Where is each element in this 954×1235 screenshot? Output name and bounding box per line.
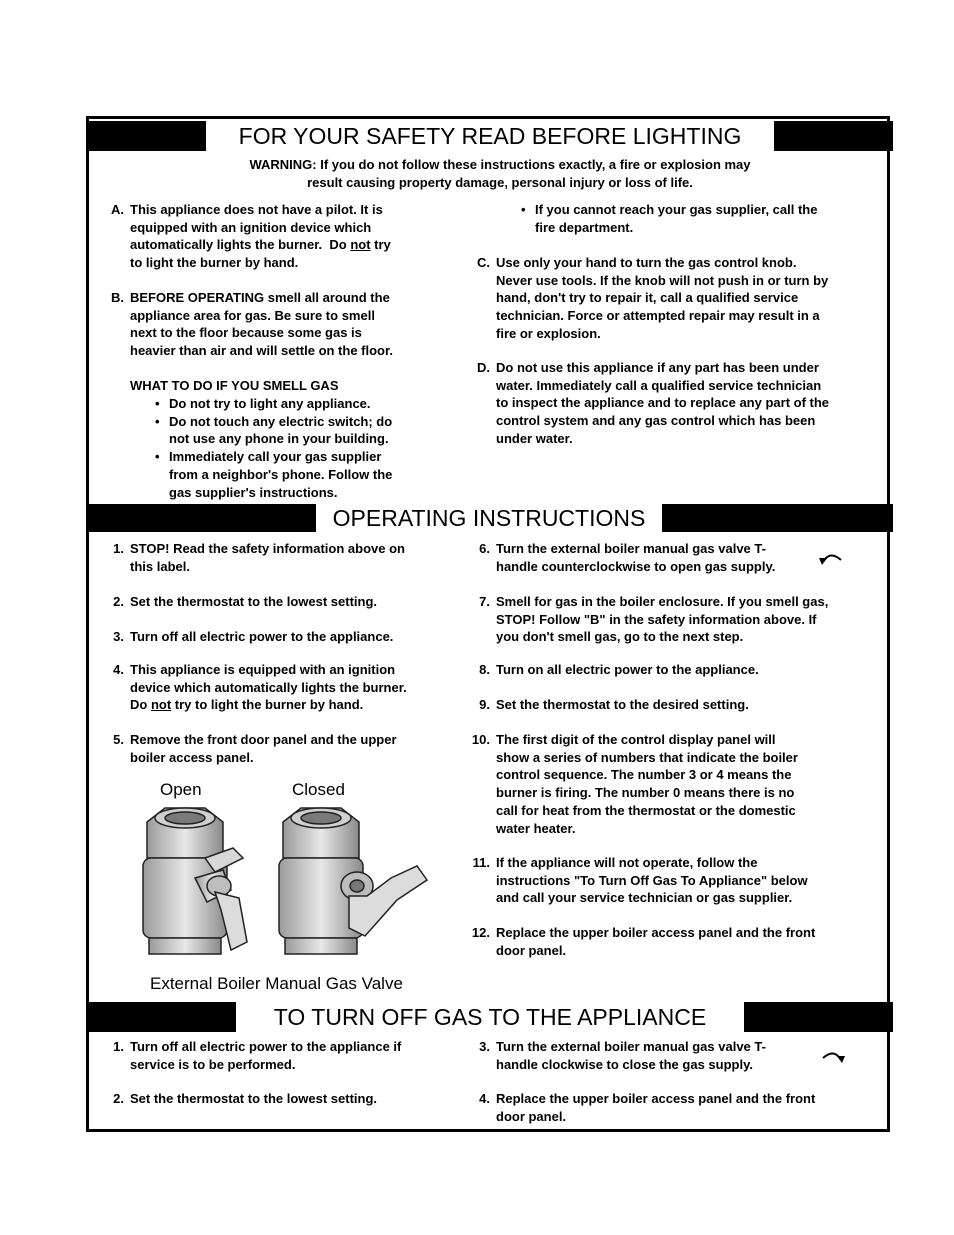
text-line: STOP! Read the safety information above on [130, 541, 405, 556]
text-line: to inspect the appliance and to replace any part of the [496, 395, 830, 411]
item-label-c: C. [477, 255, 490, 270]
text-span: try to light the burner by hand. [171, 697, 364, 713]
list-item-continued: fire department. [535, 219, 634, 235]
operating-step-9: Set the thermostat to the desired setting. [496, 697, 749, 712]
list-item: • Immediately call your gas supplier [169, 448, 392, 466]
step-number: 6. [479, 541, 490, 556]
text-span: try [370, 237, 391, 253]
text-line: water heater. [496, 820, 576, 836]
step-number: 4. [479, 1091, 490, 1106]
item-c-text [496, 254, 828, 343]
safety-title: FOR YOUR SAFETY READ BEFORE LIGHTING [206, 121, 774, 151]
item-label-d: D. [477, 360, 490, 375]
counterclockwise-arrow-icon [818, 548, 846, 566]
operating-step-7 [496, 593, 828, 646]
text-line: door panel. [496, 942, 567, 958]
item-b-text [130, 289, 393, 360]
step-number: 7. [479, 594, 490, 609]
text-span: Do [130, 697, 151, 713]
step-number: 3. [113, 629, 124, 644]
warning-line: result causing property damage, personal injury or loss of life. [307, 174, 693, 190]
operating-step-5 [130, 731, 397, 766]
text-line: STOP! Follow "B" in the safety information above. If [496, 611, 817, 627]
step-number: 1. [113, 541, 124, 556]
text-line: you don't smell gas, go to the next step. [496, 629, 744, 645]
list-item: • If you cannot reach your gas supplier, call the [535, 201, 817, 219]
list-item: • Do not try to light any appliance. [169, 395, 392, 413]
valve-open-label: Open [160, 780, 202, 799]
step-number: 5. [113, 732, 124, 747]
text-line: show a series of numbers that indicate the boiler [496, 749, 798, 765]
smell-gas-list [169, 395, 392, 501]
text-line: Do not use this appliance if any part has been under [496, 360, 819, 375]
underlined-word: not [350, 237, 371, 253]
gas-valve-illustration [135, 800, 435, 970]
text-span: automatically lights the burner. Do [130, 237, 351, 253]
text-line: instructions "To Turn Off Gas To Appliance" below [496, 872, 808, 888]
text-line: under water. [496, 430, 573, 446]
warning-line: WARNING: If you do not follow these instructions exactly, a fire or explosion may [249, 157, 751, 172]
operating-step-11 [496, 854, 808, 907]
text-line: door panel. [496, 1108, 567, 1124]
text-line: burner is firing. The number 0 means there is no [496, 785, 795, 801]
text-line: appliance area for gas. Be sure to smell [130, 307, 375, 323]
item-label-b: B. [111, 290, 124, 305]
clockwise-arrow-icon [818, 1046, 846, 1064]
text-line: Turn off all electric power to the appliance if [130, 1039, 402, 1054]
step-number: 8. [479, 662, 490, 677]
valve-closed-label: Closed [292, 780, 345, 799]
operating-step-12 [496, 924, 815, 959]
text-line: device which automatically lights the burner. [130, 679, 407, 695]
operating-title: OPERATING INSTRUCTIONS [316, 504, 662, 532]
text-line [130, 696, 407, 714]
text-line: next to the floor because some gas is [130, 325, 362, 341]
text-line: and call your service technician or gas supplier. [496, 890, 793, 906]
text-line: equipped with an ignition device which [130, 219, 372, 235]
item-a-text [130, 201, 391, 272]
step-number: 11. [472, 855, 490, 870]
list-item-continued: not use any phone in your building. [169, 431, 389, 447]
text-line: technician. Force or attempted repair may result in a [496, 308, 820, 324]
text-line: control sequence. The number 3 or 4 means the [496, 767, 792, 783]
text-line: Remove the front door panel and the upper [130, 732, 397, 747]
text-line: Replace the upper boiler access panel and the front [496, 925, 816, 940]
text-line: hand, don't try to repair it, call a qualified service [496, 290, 799, 306]
text-line: Turn the external boiler manual gas valve T- [496, 1039, 766, 1054]
turnoff-step-3 [496, 1038, 766, 1073]
valve-caption: External Boiler Manual Gas Valve [150, 974, 403, 993]
text-line: This appliance does not have a pilot. It is [130, 202, 383, 217]
warning-text [120, 156, 880, 191]
operating-step-1 [130, 540, 405, 575]
step-number: 4. [113, 662, 124, 677]
list-item-continued: from a neighbor's phone. Follow the [169, 466, 393, 482]
step-number: 12. [471, 925, 490, 940]
turnoff-step-1 [130, 1038, 401, 1073]
turnoff-step-2: Set the thermostat to the lowest setting. [130, 1091, 378, 1106]
smell-gas-list-continued [535, 201, 817, 236]
operating-step-4 [130, 661, 407, 714]
turnoff-title: TO TURN OFF GAS TO THE APPLIANCE [236, 1002, 744, 1032]
operating-step-8: Turn on all electric power to the appliance. [496, 662, 759, 677]
step-number: 2. [113, 1091, 124, 1106]
text-line: service is to be performed. [130, 1056, 296, 1072]
text-line: Replace the upper boiler access panel and the front [496, 1091, 816, 1106]
text-line: control system and any gas control which has been [496, 413, 816, 429]
open-valve-drawing [143, 808, 247, 954]
text-line: water. Immediately call a qualified service technician [496, 377, 822, 393]
text-line: The first digit of the control display panel will [496, 732, 776, 747]
closed-valve-drawing [279, 808, 427, 954]
text-line: Use only your hand to turn the gas control knob. [496, 255, 797, 270]
operating-step-10 [496, 731, 798, 837]
text-line: fire or explosion. [496, 325, 601, 341]
list-item: • Do not touch any electric switch; do [169, 413, 392, 431]
text-line: BEFORE OPERATING smell all around the [130, 290, 390, 305]
turnoff-step-4 [496, 1090, 815, 1125]
operating-step-6 [496, 540, 775, 575]
text-line: Smell for gas in the boiler enclosure. If you smell gas, [496, 594, 829, 609]
underlined-word: not [150, 697, 172, 713]
text-line: heavier than air and will settle on the floor. [130, 343, 393, 359]
list-item-continued: gas supplier's instructions. [169, 484, 338, 500]
operating-step-2: Set the thermostat to the lowest setting. [130, 594, 378, 609]
item-d-text [496, 359, 829, 448]
step-number: 9. [479, 697, 490, 712]
text-line [130, 236, 391, 254]
text-line: handle clockwise to close the gas supply. [496, 1056, 753, 1072]
text-line: this label. [130, 558, 190, 574]
text-line: handle counterclockwise to open gas supply. [496, 558, 776, 574]
text-line: Turn the external boiler manual gas valve T- [496, 541, 766, 556]
text-line: boiler access panel. [130, 749, 254, 765]
step-number: 1. [113, 1039, 124, 1054]
step-number: 3. [479, 1039, 490, 1054]
step-number: 2. [113, 594, 124, 609]
smell-gas-heading: WHAT TO DO IF YOU SMELL GAS [130, 378, 339, 393]
step-number: 10. [471, 732, 490, 747]
text-line: to light the burner by hand. [130, 255, 299, 271]
text-line: Never use tools. If the knob will not push in or turn by [496, 272, 829, 288]
text-line: call for heat from the thermostat or the domestic [496, 802, 796, 818]
text-line: This appliance is equipped with an ignition [130, 662, 396, 677]
operating-step-3: Turn off all electric power to the appliance. [130, 629, 394, 644]
item-label-a: A. [111, 202, 124, 217]
text-line: If the appliance will not operate, follow the [496, 855, 758, 870]
